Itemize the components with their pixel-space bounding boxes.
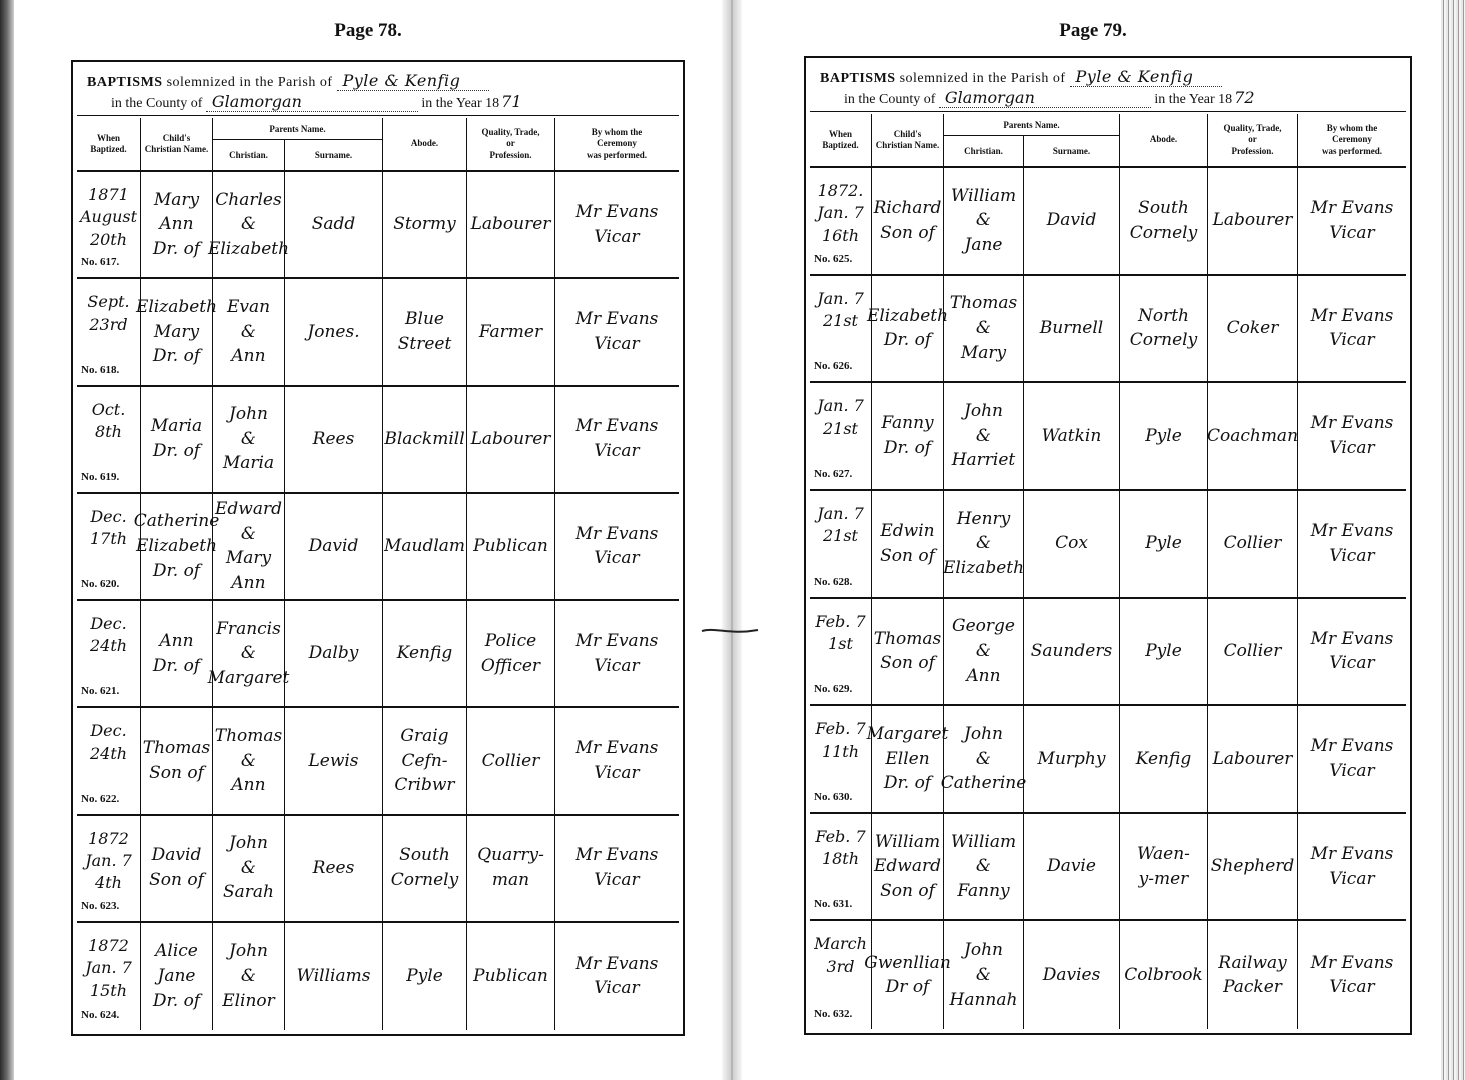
child-name: Elizabeth Mary Dr. of bbox=[141, 279, 213, 384]
quality: Quarry- man bbox=[467, 816, 555, 921]
officiant: Mr Evans Vicar bbox=[575, 953, 659, 999]
register-entry bbox=[810, 599, 1406, 707]
entry-number: No. 620. bbox=[81, 578, 120, 591]
header-county-label: in the County of bbox=[111, 96, 203, 111]
abode: North Cornely bbox=[1120, 276, 1208, 382]
parish-name: Pyle & Kenfig bbox=[1070, 67, 1222, 87]
surname: David bbox=[285, 494, 383, 599]
quality: Coker bbox=[1208, 276, 1298, 382]
header-parish-label: solemnized in the Parish of bbox=[166, 75, 333, 90]
quality: Police Officer bbox=[467, 601, 555, 706]
surname: Saunders bbox=[1024, 599, 1120, 705]
book-binding-edge bbox=[0, 0, 14, 1080]
left-page bbox=[18, 0, 718, 1080]
surname: David bbox=[1024, 168, 1120, 274]
parents-christian: William & Jane bbox=[944, 168, 1024, 274]
col-child-name: Child's Christian Name. bbox=[872, 114, 944, 166]
when-baptized: Feb. 7 18th No. 631. bbox=[810, 814, 872, 920]
header-year-label: in the Year 18 bbox=[421, 96, 500, 111]
abode: Kenfig bbox=[1120, 706, 1208, 812]
when-baptized: 1871 August 20th No. 617. bbox=[77, 172, 141, 277]
parish-name: Pyle & Kenfig bbox=[337, 71, 489, 91]
child-name: Elizabeth Dr. of bbox=[872, 276, 944, 382]
quality: Publican bbox=[467, 923, 555, 1030]
register-entry bbox=[77, 279, 679, 386]
officiant: Mr Evans Vicar bbox=[575, 201, 659, 247]
col-quality: Quality, Trade, or Profession. bbox=[1208, 114, 1298, 166]
book-gutter bbox=[722, 0, 742, 1080]
county-name: Glamorgan bbox=[939, 88, 1151, 108]
header-title: BAPTISMS bbox=[820, 71, 896, 86]
abode: South Cornely bbox=[383, 816, 467, 921]
surname: Lewis bbox=[285, 708, 383, 813]
officiant: Mr Evans Vicar bbox=[1310, 628, 1394, 674]
when-baptized: Feb. 7 1st No. 629. bbox=[810, 599, 872, 705]
page-number: Page 78. bbox=[334, 20, 402, 41]
surname: Sadd bbox=[285, 172, 383, 277]
surname: Watkin bbox=[1024, 383, 1120, 489]
child-name: Fanny Dr. of bbox=[872, 383, 944, 489]
col-christian: Christian. bbox=[213, 140, 285, 170]
register-entry bbox=[810, 168, 1406, 276]
officiant: Mr Evans Vicar bbox=[1310, 521, 1394, 566]
register-entry bbox=[77, 601, 679, 708]
abode: Waen- y-mer bbox=[1120, 814, 1208, 920]
entry-number: No. 621. bbox=[81, 685, 120, 698]
column-headers bbox=[810, 114, 1406, 168]
when-baptized: Dec. 17th No. 620. bbox=[77, 494, 141, 599]
parents-christian: Edward & Mary Ann bbox=[213, 494, 285, 599]
col-parents-name: Parents Name. bbox=[944, 114, 1120, 136]
register-entry bbox=[810, 383, 1406, 491]
officiant: Mr Evans Vicar bbox=[1310, 305, 1394, 351]
abode: Stormy bbox=[383, 172, 467, 277]
surname: Davies bbox=[1024, 921, 1120, 1029]
baptism-register-table bbox=[71, 60, 685, 1036]
abode: Blue Street bbox=[383, 279, 467, 384]
child-name: Alice Jane Dr. of bbox=[141, 923, 213, 1030]
child-name: Thomas Son of bbox=[141, 708, 213, 813]
parents-christian: Henry & Elizabeth bbox=[944, 491, 1024, 597]
entry-number: No. 617. bbox=[81, 256, 120, 269]
entry-number: No. 623. bbox=[81, 899, 120, 912]
parents-christian: William & Fanny bbox=[944, 814, 1024, 920]
surname: Rees bbox=[285, 387, 383, 492]
abode: Pyle bbox=[1120, 599, 1208, 705]
entry-number: No. 625. bbox=[814, 252, 853, 265]
header-year-label: in the Year 18 bbox=[1154, 92, 1233, 107]
abode: Kenfig bbox=[383, 601, 467, 706]
when-baptized: Jan. 7 21st No. 626. bbox=[810, 276, 872, 382]
child-name: Margaret Ellen Dr. of bbox=[872, 706, 944, 812]
year-value: 72 bbox=[1234, 88, 1255, 107]
surname: Williams bbox=[285, 923, 383, 1030]
col-child-name: Child's Christian Name. bbox=[141, 118, 213, 170]
register-entry bbox=[77, 387, 679, 494]
entry-number: No. 629. bbox=[814, 683, 853, 696]
right-page bbox=[748, 0, 1438, 1080]
parents-christian: Charles & Elizabeth bbox=[213, 172, 285, 277]
officiant: Mr Evans Vicar bbox=[575, 738, 659, 783]
when-baptized: Oct. 8th No. 619. bbox=[77, 387, 141, 492]
parents-christian: John & Maria bbox=[213, 387, 285, 492]
surname: Jones. bbox=[285, 279, 383, 384]
officiant: Mr Evans Vicar bbox=[575, 523, 659, 569]
col-surname: Surname. bbox=[1024, 136, 1120, 166]
page-edges bbox=[1441, 0, 1465, 1080]
child-name: Thomas Son of bbox=[872, 599, 944, 705]
quality: Collier bbox=[1208, 599, 1298, 705]
register-entry bbox=[77, 172, 679, 279]
entry-number: No. 628. bbox=[814, 575, 853, 588]
when-baptized: Sept. 23rd No. 618. bbox=[77, 279, 141, 384]
col-when-baptized: When Baptized. bbox=[810, 114, 872, 166]
entry-number: No. 624. bbox=[81, 1009, 120, 1022]
entry-number: No. 618. bbox=[81, 363, 120, 376]
col-ceremony: By whom the Ceremony was performed. bbox=[1322, 123, 1382, 156]
abode: Pyle bbox=[1120, 383, 1208, 489]
surname: Dalby bbox=[285, 601, 383, 706]
col-abode: Abode. bbox=[1120, 114, 1208, 166]
when-baptized: 1872 Jan. 7 4th No. 623. bbox=[77, 816, 141, 921]
when-baptized: Jan. 7 21st No. 627. bbox=[810, 383, 872, 489]
col-surname: Surname. bbox=[285, 140, 383, 170]
register-entry bbox=[77, 494, 679, 601]
officiant: Mr Evans Vicar bbox=[1310, 843, 1394, 889]
when-baptized: Dec. 24th No. 621. bbox=[77, 601, 141, 706]
col-parents-name: Parents Name. bbox=[213, 118, 383, 140]
quality: Railway Packer bbox=[1208, 921, 1298, 1029]
header-title: BAPTISMS bbox=[87, 75, 163, 90]
parents-christian: John & Hannah bbox=[944, 921, 1024, 1029]
surname: Cox bbox=[1024, 491, 1120, 597]
surname: Rees bbox=[285, 816, 383, 921]
child-name: Ann Dr. of bbox=[141, 601, 213, 706]
surname: Davie bbox=[1024, 814, 1120, 920]
child-name: Edwin Son of bbox=[872, 491, 944, 597]
officiant: Mr Evans Vicar bbox=[1310, 736, 1394, 781]
abode: Maudlam bbox=[383, 494, 467, 599]
when-baptized: 1872 Jan. 7 15th No. 624. bbox=[77, 923, 141, 1030]
parents-christian: John & Catherine bbox=[944, 706, 1024, 812]
entry-number: No. 619. bbox=[81, 470, 120, 483]
register-entry bbox=[810, 814, 1406, 922]
register-entry bbox=[77, 708, 679, 815]
officiant: Mr Evans Vicar bbox=[1310, 198, 1394, 243]
when-baptized: Jan. 7 21st No. 628. bbox=[810, 491, 872, 597]
parents-christian: Thomas & Ann bbox=[213, 708, 285, 813]
col-christian: Christian. bbox=[944, 136, 1024, 166]
register-entry bbox=[810, 921, 1406, 1029]
col-when-baptized: When Baptized. bbox=[77, 118, 141, 170]
register-header bbox=[77, 65, 679, 116]
when-baptized: March 3rd No. 632. bbox=[810, 921, 872, 1029]
abode: South Cornely bbox=[1120, 168, 1208, 274]
child-name: Catherine Elizabeth Dr. of bbox=[141, 494, 213, 599]
officiant: Mr Evans Vicar bbox=[1310, 952, 1394, 998]
parents-christian: Evan & Ann bbox=[213, 279, 285, 384]
entry-number: No. 627. bbox=[814, 467, 853, 480]
col-quality: Quality, Trade, or Profession. bbox=[467, 118, 555, 170]
year-value: 71 bbox=[501, 92, 522, 111]
abode: Pyle bbox=[1120, 491, 1208, 597]
quality: Farmer bbox=[467, 279, 555, 384]
header-county-label: in the County of bbox=[844, 92, 936, 107]
register-rows bbox=[77, 172, 679, 1030]
register-entry bbox=[77, 923, 679, 1030]
when-baptized: Feb. 7 11th No. 630. bbox=[810, 706, 872, 812]
abode: Pyle bbox=[383, 923, 467, 1030]
register-entry bbox=[810, 706, 1406, 814]
officiant: Mr Evans Vicar bbox=[575, 309, 659, 354]
officiant: Mr Evans Vicar bbox=[575, 416, 659, 462]
officiant: Mr Evans Vicar bbox=[575, 845, 659, 891]
officiant: Mr Evans Vicar bbox=[1310, 413, 1394, 459]
abode: Colbrook bbox=[1120, 921, 1208, 1029]
child-name: Maria Dr. of bbox=[141, 387, 213, 492]
register-header bbox=[810, 61, 1406, 112]
header-parish-label: solemnized in the Parish of bbox=[899, 71, 1066, 86]
parents-christian: John & Elinor bbox=[213, 923, 285, 1030]
page-number: Page 79. bbox=[1059, 20, 1127, 41]
child-name: David Son of bbox=[141, 816, 213, 921]
child-name: William Edward Son of bbox=[872, 814, 944, 920]
entry-number: No. 631. bbox=[814, 898, 853, 911]
when-baptized: 1872. Jan. 7 16th No. 625. bbox=[810, 168, 872, 274]
col-abode: Abode. bbox=[383, 118, 467, 170]
entry-number: No. 630. bbox=[814, 790, 853, 803]
entry-number: No. 622. bbox=[81, 792, 120, 805]
register-entry bbox=[810, 491, 1406, 599]
county-name: Glamorgan bbox=[206, 92, 418, 112]
quality: Labourer bbox=[467, 172, 555, 277]
surname: Burnell bbox=[1024, 276, 1120, 382]
parents-christian: Francis & Margaret bbox=[213, 601, 285, 706]
baptism-register-table bbox=[804, 56, 1412, 1035]
parents-christian: George & Ann bbox=[944, 599, 1024, 705]
surname: Murphy bbox=[1024, 706, 1120, 812]
officiant: Mr Evans Vicar bbox=[575, 630, 659, 676]
quality: Shepherd bbox=[1208, 814, 1298, 920]
quality: Collier bbox=[467, 708, 555, 813]
abode: Blackmill bbox=[383, 387, 467, 492]
register-entry bbox=[810, 276, 1406, 384]
parents-christian: John & Harriet bbox=[944, 383, 1024, 489]
when-baptized: Dec. 24th No. 622. bbox=[77, 708, 141, 813]
quality: Labourer bbox=[1208, 706, 1298, 812]
abode: Graig Cefn- Cribwr bbox=[383, 708, 467, 813]
quality: Labourer bbox=[1208, 168, 1298, 274]
parents-christian: Thomas & Mary bbox=[944, 276, 1024, 382]
quality: Labourer bbox=[467, 387, 555, 492]
register-entry bbox=[77, 816, 679, 923]
child-name: Gwenllian Dr of bbox=[872, 921, 944, 1029]
quality: Publican bbox=[467, 494, 555, 599]
quality: Coachman bbox=[1208, 383, 1298, 489]
parents-christian: John & Sarah bbox=[213, 816, 285, 921]
col-ceremony: By whom the Ceremony was performed. bbox=[587, 127, 647, 160]
quality: Collier bbox=[1208, 491, 1298, 597]
register-rows bbox=[810, 168, 1406, 1029]
child-name: Mary Ann Dr. of bbox=[141, 172, 213, 277]
entry-number: No. 626. bbox=[814, 360, 853, 373]
child-name: Richard Son of bbox=[872, 168, 944, 274]
entry-number: No. 632. bbox=[814, 1008, 853, 1021]
column-headers bbox=[77, 118, 679, 172]
